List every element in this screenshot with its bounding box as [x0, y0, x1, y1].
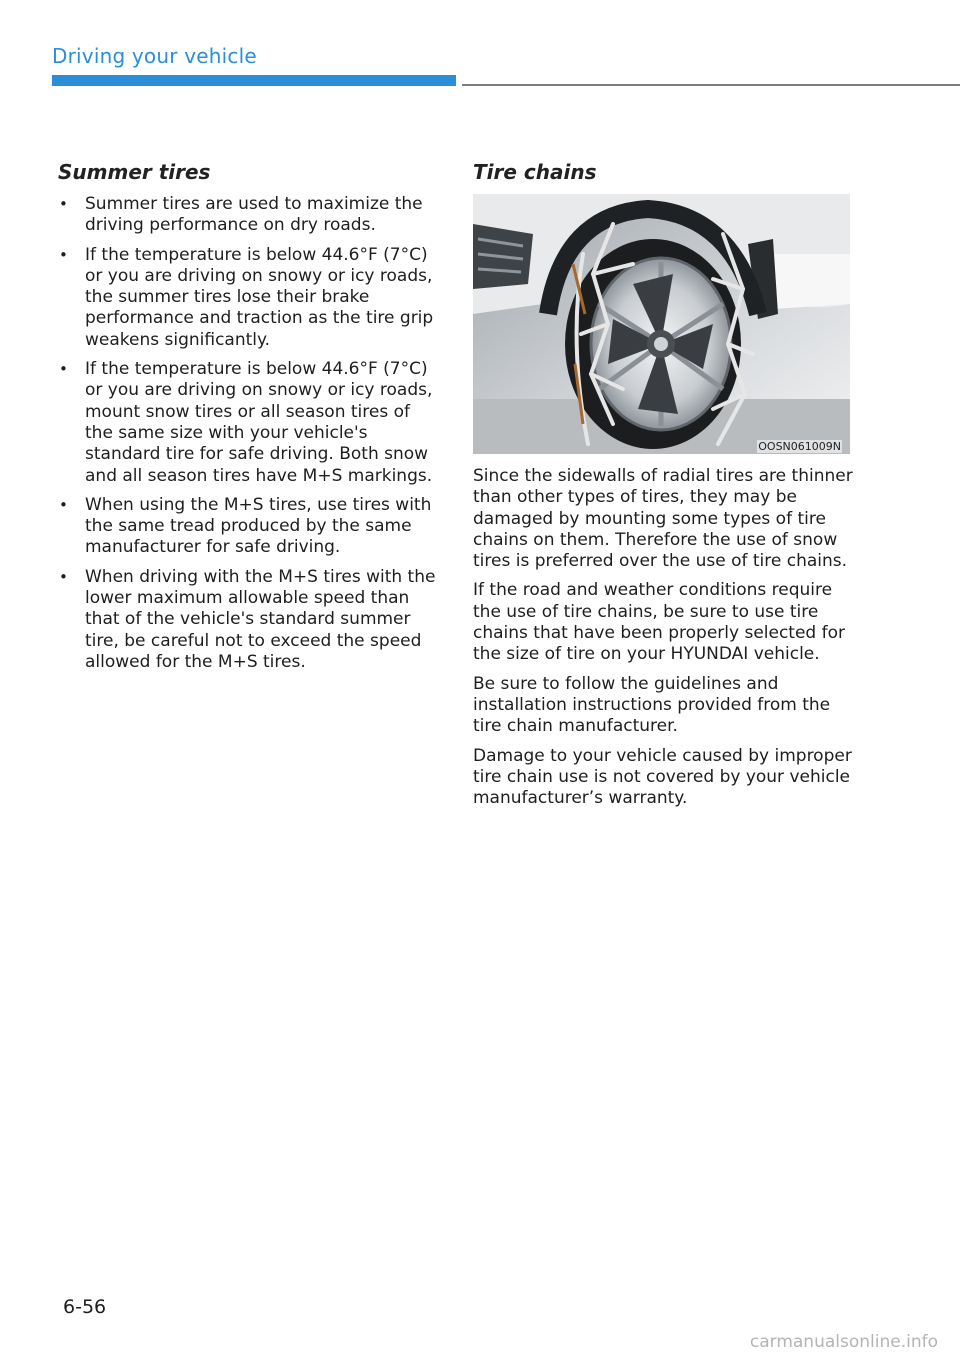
paragraph: Be sure to follow the guidelines and installation instructions provided from the tire chain manufacturer.: [473, 673, 831, 737]
tire-chains-column: [473, 160, 853, 817]
list-item: [58, 245, 442, 351]
tire-chain-illustration: [473, 194, 850, 454]
list-item: [58, 359, 442, 487]
watermark: carmanualsonline.info: [749, 1332, 938, 1352]
list-item: [58, 567, 442, 673]
tire-chain-photo: [473, 194, 850, 454]
paragraph: Since the sidewalls of radial tires are thinner than other types of tires, they may be damaged by mounting some types of tire chains on them. Therefore the use of snow tires is preferred over the use of tire chains.: [473, 466, 853, 572]
list-item: [58, 495, 442, 559]
bullet-icon: •: [59, 195, 68, 213]
bullet-icon: •: [59, 245, 68, 264]
header-rule: [462, 84, 960, 86]
summer-tires-column: [58, 160, 442, 681]
list-item-text: If the temperature is below 44.6°F (7°C) or you are driving on snowy or icy roads, the summer tires lose their brake performance and traction as the tire grip weakens significantly.: [85, 244, 434, 350]
paragraph: If the road and weather conditions require the use of tire chains, be sure to use tire chains that have been properly selected for the size of tire on your HYUNDAI vehicle.: [473, 580, 845, 665]
summer-tires-list: [58, 194, 442, 673]
header-rule-accent: [52, 75, 456, 86]
bullet-icon: •: [59, 567, 68, 586]
section-title: Driving your vehicle: [52, 44, 257, 68]
list-item: [58, 194, 442, 237]
bullet-icon: •: [59, 360, 68, 379]
figure-caption: OOSN061009N: [758, 440, 841, 453]
summer-tires-heading: Summer tires: [58, 160, 211, 184]
list-item-text: When using the M+S tires, use tires with the same tread produced by the same manufacturer for safe driving.: [85, 494, 432, 558]
paragraph: Damage to your vehicle caused by improper tire chain use is not covered by your vehicle manufacturer’s warranty.: [473, 745, 852, 809]
page-number: 6-56: [63, 1296, 107, 1318]
bullet-icon: •: [59, 495, 68, 514]
list-item-text: Summer tires are used to maximize the driving performance on dry roads.: [85, 194, 423, 236]
tire-chains-heading: Tire chains: [473, 160, 597, 184]
list-item-text: If the temperature is below 44.6°F (7°C) or you are driving on snowy or icy roads, mount snow tires or all season tires of the same size with your vehicle's standard tire for safe driving. Both snow and all season tires have M+S markings.: [85, 359, 433, 486]
list-item-text: When driving with the M+S tires with the lower maximum allowable speed than that of the vehicle's standard summer tire, be careful not to exceed the speed allowed for the M+S tires.: [85, 566, 436, 672]
